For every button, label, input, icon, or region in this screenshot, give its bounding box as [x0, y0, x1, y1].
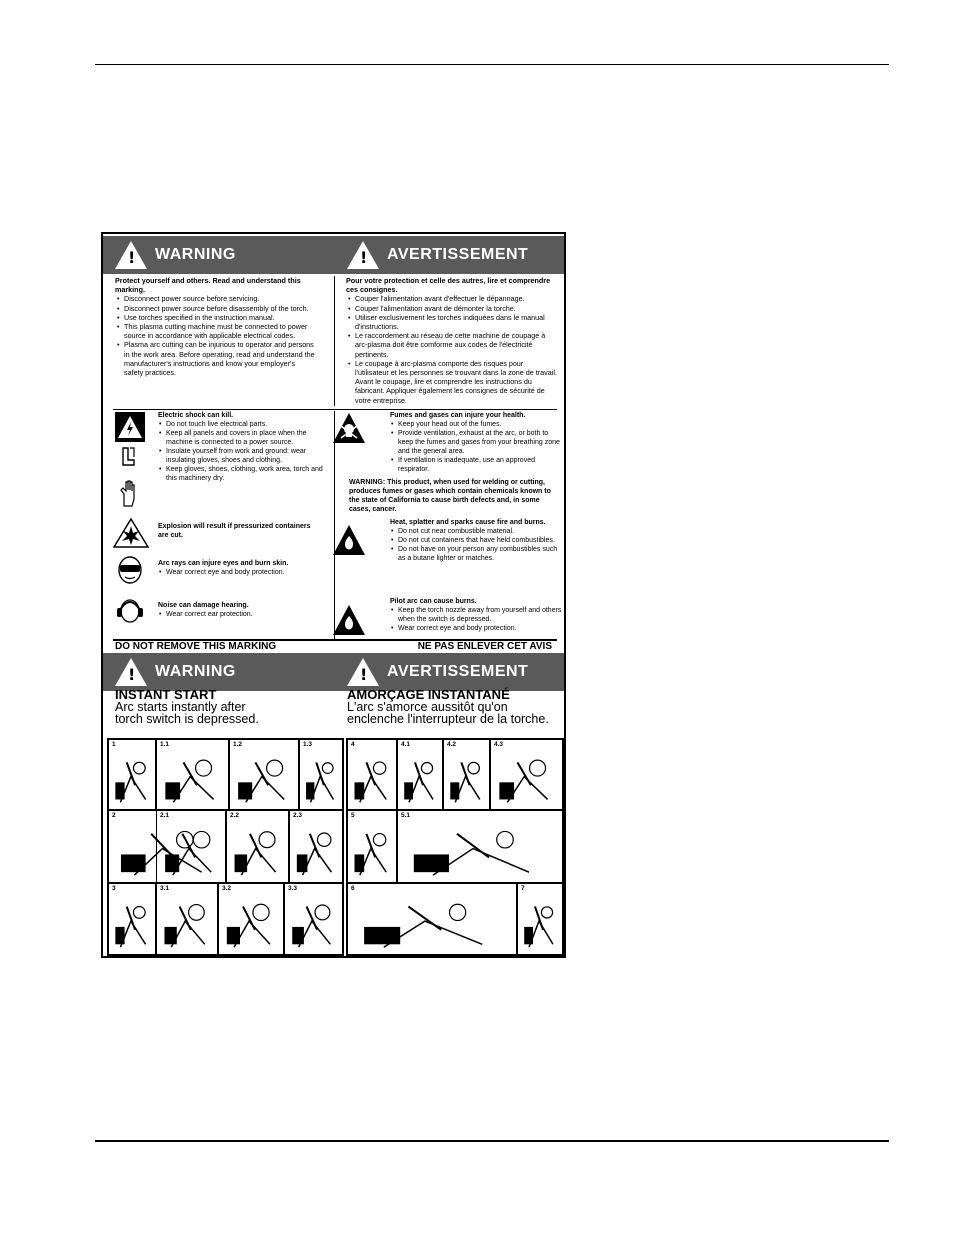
- pictogram-cell: [490, 739, 563, 810]
- pictogram-number: 4.3: [494, 741, 504, 748]
- warning-label: [101, 232, 566, 958]
- warning-title: WARNING: [155, 246, 236, 263]
- list-item: • Utiliser exclusivement les torches indiquées dans le manual d'instructions.: [346, 313, 558, 331]
- fire-icon: [332, 604, 366, 636]
- avertissement-title: AVERTISSEMENT: [387, 663, 529, 680]
- pictogram-number: 1.3: [303, 741, 313, 748]
- column-divider: [334, 276, 335, 406]
- pictogram-cell: [284, 883, 343, 955]
- avertissement-title: AVERTISSEMENT: [387, 246, 529, 263]
- warning-triangle-icon: !: [115, 241, 147, 269]
- safety-pictogram-icon: [351, 895, 515, 953]
- warning-triangle-icon: !: [347, 658, 379, 686]
- pictogram-number: 3.2: [222, 885, 232, 892]
- pictogram-number: 3.1: [160, 885, 170, 892]
- safety-pictogram-icon: [288, 895, 341, 953]
- pictogram-cell: [218, 883, 284, 955]
- list-item: • Couper l'alimentation avant d'effectuer le dépannage.: [346, 294, 558, 303]
- list-item: • Couper l'alimentation avant de démonter la torche.: [346, 304, 558, 313]
- safety-pictogram-icon: [351, 751, 395, 808]
- pictogram-number: 4: [351, 741, 355, 748]
- instant-start-fr: [347, 689, 549, 725]
- list-item: • Disconnect power source before servicing.: [115, 294, 315, 303]
- pictogram-cell: [443, 739, 490, 810]
- hazard-heading: Heat, splatter and sparks cause fire and burns.: [390, 519, 546, 526]
- pictogram-cell: [347, 739, 397, 810]
- general-heading-en: Protect yourself and others. Read and understand this marking.: [115, 276, 301, 295]
- warning-header-en: [103, 653, 334, 691]
- safety-pictogram-icon: [230, 822, 287, 881]
- explosion-warning: [158, 522, 318, 540]
- general-warning-en: [115, 276, 315, 377]
- insulated-gloves-icon: [119, 480, 141, 508]
- safety-pictogram-icon: [160, 895, 216, 953]
- noise-warning: [158, 601, 328, 619]
- pictogram-number: 5: [351, 812, 355, 819]
- california-prop65-warning: WARNING: This product, when used for welding or cutting, produces fumes or gases which contain chemicals known to the state of California to cause birth defects and, in some cases, cancer.: [349, 479, 551, 513]
- list-item: • Wear correct eye and body protection.: [390, 624, 562, 633]
- warning-triangle-icon: !: [115, 658, 147, 686]
- pictogram-number: 2.3: [293, 812, 303, 819]
- pictogram-cell: [156, 883, 218, 955]
- do-not-remove-fr: NE PAS ENLEVER CET AVIS: [417, 641, 552, 652]
- warning-triangle-icon: !: [347, 241, 379, 269]
- warning-header-en: [103, 236, 334, 274]
- safety-pictogram-icon: [112, 751, 154, 808]
- toxic-fumes-icon: [332, 412, 366, 444]
- list-item: • Plasma arc cutting can be injurious to operator and persons in the work area. Before operating, read and understand the manufacturer's instructions and know your employer's safety practices.: [115, 340, 315, 377]
- pilot-arc-warning: [390, 597, 562, 633]
- hazard-heading: Arc rays can injure eyes and burn skin.: [158, 560, 289, 567]
- pictogram-cell: [347, 810, 397, 883]
- list-item: • Provide ventilation, exhaust at the arc, or both to keep the fumes and gases from your breathing zone and the general area.: [390, 429, 560, 456]
- warning-header-fr: [335, 653, 566, 691]
- safety-pictogram-icon: [112, 895, 154, 953]
- explosion-icon: [113, 518, 149, 548]
- pictogram-number: 2.1: [160, 812, 170, 819]
- instant-start-title: INSTANT START: [115, 687, 217, 702]
- safety-pictogram-icon: [222, 895, 282, 953]
- list-item: • Do not have on your person any combustibles such as a butane lighter or matches.: [390, 545, 562, 563]
- safety-pictogram-icon: [447, 751, 488, 808]
- pictogram-cell: [108, 883, 156, 955]
- safety-pictogram-icon: [351, 822, 395, 881]
- safety-pictogram-icon: [303, 751, 341, 808]
- safety-pictogram-icon: [401, 751, 441, 808]
- hazard-heading: Explosion will result if pressurized containers are cut.: [158, 523, 311, 539]
- list-item: • Wear correct eye and body protection.: [158, 568, 328, 577]
- instant-start-en: [115, 689, 259, 725]
- pictogram-cell: [289, 810, 343, 883]
- general-heading-fr: Pour votre protection et celle des autres, lire et comprendre ces consignes.: [346, 276, 551, 295]
- pictogram-number: 3.3: [288, 885, 298, 892]
- list-item: • Keep all panels and covers in place when the machine is connected to a power source.: [158, 429, 328, 447]
- list-item: • Keep gloves, shoes, clothing, work area, torch and this machinery dry.: [158, 465, 328, 483]
- pictogram-cell: [226, 810, 289, 883]
- bottom-rule: [95, 1140, 889, 1142]
- eye-protection-icon: [117, 556, 143, 584]
- pictogram-number: 6: [351, 885, 355, 892]
- pictogram-cell: [299, 739, 343, 810]
- list-item: • Keep the torch nozzle away from yourself and others when the switch is depressed.: [390, 606, 562, 624]
- list-item: • If ventilation is inadequate, use an approved respirator.: [390, 456, 560, 474]
- list-item: • Do not cut near combustible material.: [390, 527, 562, 536]
- instant-start-line: enclenche l'interrupteur de la torche.: [347, 712, 549, 726]
- pictogram-number: 7: [521, 885, 525, 892]
- list-item: • Use torches specified in the instruction manual.: [115, 313, 315, 322]
- instant-start-line: torch switch is depressed.: [115, 712, 259, 726]
- hazard-heading: Fumes and gases can injure your health.: [390, 412, 526, 419]
- pictogram-cell: [156, 810, 226, 883]
- pictogram-grid-left: [107, 738, 344, 956]
- top-rule: [95, 64, 889, 65]
- safety-pictogram-icon: [521, 895, 561, 953]
- pictogram-number: 4.2: [447, 741, 457, 748]
- heat-sparks-warning: [390, 518, 562, 563]
- list-item: • Le raccordement au réseau de cette machine de coupage à arc-plasma doit être comforme aux codes de l'électricité pertinents.: [346, 331, 558, 359]
- list-item: • Do not touch live electrical parts.: [158, 420, 328, 429]
- instant-start-line: L'arc s'amorce aussitôt qu'on: [347, 700, 508, 714]
- warning-title: WARNING: [155, 663, 236, 680]
- pictogram-cell: [108, 739, 156, 810]
- hazard-heading: Pilot arc can cause burns.: [390, 598, 477, 605]
- pictogram-cell: [517, 883, 563, 955]
- fire-icon: [332, 524, 366, 556]
- pictogram-number: 2.2: [230, 812, 240, 819]
- fumes-warning: [390, 411, 560, 474]
- list-item: • Do not cut containers that have held combustibles.: [390, 536, 562, 545]
- list-item: • Insulate yourself from work and ground: wear insulating gloves, shoes and clothing.: [158, 447, 328, 465]
- warning-bar-bottom: [103, 653, 564, 691]
- pictogram-number: 1.2: [233, 741, 243, 748]
- pictogram-cell: [156, 739, 229, 810]
- instant-start-title: AMORÇAGE INSTANTANÉ: [347, 687, 510, 702]
- hazard-heading: Noise can damage hearing.: [158, 602, 249, 609]
- safety-pictogram-icon: [293, 822, 341, 881]
- section-divider: [113, 409, 557, 410]
- safety-pictogram-icon: [160, 822, 224, 881]
- pictogram-cell: [397, 739, 443, 810]
- pictogram-cell: [229, 739, 299, 810]
- pictogram-cell: [347, 883, 517, 955]
- ear-protection-icon: [117, 596, 143, 624]
- do-not-remove-en: DO NOT REMOVE THIS MARKING: [115, 641, 277, 652]
- insulated-boots-icon: [119, 446, 141, 468]
- warning-header-fr: [335, 236, 566, 274]
- list-item: • This plasma cutting machine must be connected to power source in accordance with applicable electrical codes.: [115, 322, 315, 340]
- pictogram-number: 1: [112, 741, 116, 748]
- arc-rays-warning: [158, 559, 328, 577]
- pictogram-number: 5.1: [401, 812, 411, 819]
- list-item: • Le coupage à arc-plasma comporte des risques pour l'utilisateur et les personnes se trouvant dans la zone de travail. Avant le coupage, lire et comprendre les instructions du fabricant. Appliquer également les consignes de sécurité de votre entreprise.: [346, 359, 558, 405]
- hazard-heading: Electric shock can kill.: [158, 412, 234, 419]
- safety-pictogram-icon: [494, 751, 561, 808]
- pictogram-cell: [397, 810, 563, 883]
- safety-pictogram-icon: [160, 751, 227, 808]
- pictogram-number: 1.1: [160, 741, 170, 748]
- safety-pictogram-icon: [401, 822, 561, 881]
- electric-shock-warning: [158, 411, 328, 483]
- pictogram-number: 3: [112, 885, 116, 892]
- safety-pictogram-icon: [233, 751, 297, 808]
- pictogram-number: 4.1: [401, 741, 411, 748]
- list-item: • Disconnect power source before disassembly of the torch.: [115, 304, 315, 313]
- list-item: • Keep your head out of the fumes.: [390, 420, 560, 429]
- pictogram-grid-right: [346, 738, 564, 956]
- instant-start-line: Arc starts instantly after: [115, 700, 246, 714]
- general-warning-fr: [346, 276, 558, 405]
- pictogram-number: 2: [112, 812, 116, 819]
- list-item: • Wear correct ear protection.: [158, 610, 328, 619]
- electric-shock-icon: [115, 412, 145, 442]
- warning-bar-top: [103, 236, 564, 274]
